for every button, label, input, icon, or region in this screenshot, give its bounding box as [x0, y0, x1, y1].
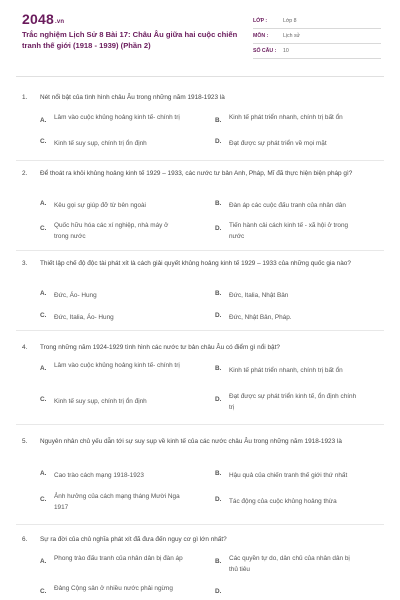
option-letter: C. — [40, 225, 47, 232]
option-letter: D. — [215, 312, 222, 319]
question-separator — [16, 524, 384, 525]
option-text: Lâm vào cuộc khủng hoảng kinh tế- chính trị — [54, 362, 180, 369]
question-number: 2. — [22, 170, 28, 177]
option-text: Lâm vào cuộc khủng hoảng kinh tế- chính trị — [54, 114, 180, 121]
option-letter: A. — [40, 365, 47, 372]
option-text: Các quyền tự do, dân chủ của nhân dân bị thủ tiêu — [229, 555, 350, 573]
option-text: Tiến hành cải cách kinh tế - xã hội ở trong nước — [229, 222, 349, 240]
question-separator — [16, 250, 384, 251]
option-letter: C. — [40, 312, 47, 319]
meta-row-subject — [253, 29, 381, 44]
option-letter: A. — [40, 290, 47, 297]
option-text: Đức, Italia, Áo- Hung — [54, 314, 114, 321]
question-number: 6. — [22, 536, 28, 543]
question-separator — [16, 424, 384, 425]
meta-label: MÔN : — [253, 33, 269, 39]
page-title: Trắc nghiệm Lịch Sử 8 Bài 17: Châu Âu giữa hai cuộc chiến tranh thế giới (1918 - 1939) (Phần 2) — [22, 30, 238, 50]
option-letter: B. — [215, 290, 222, 297]
option-text: Đạt được sự phát triển về mọi mặt — [229, 140, 327, 147]
option-letter: C. — [40, 496, 47, 503]
question-separator — [16, 330, 384, 331]
option-letter: C. — [40, 588, 47, 595]
meta-row-class — [253, 14, 381, 29]
option-letter: C. — [40, 138, 47, 145]
option-letter: B. — [215, 200, 222, 207]
option-text: Tác động của cuộc khủng hoảng thừa — [229, 498, 337, 505]
option-text: Đức, Nhật Bản, Pháp. — [229, 314, 292, 321]
question-text: Nét nổi bật của tình hình châu Âu trong những năm 1918-1923 là — [40, 94, 225, 101]
option-text: Kinh tế suy sụp, chính trị ổn định — [54, 140, 147, 147]
question-number: 3. — [22, 260, 28, 267]
option-text: Phong trào đấu tranh của nhân dân bị đàn áp — [54, 555, 183, 562]
meta-label: SỐ CÂU : — [253, 48, 277, 54]
question-text: Thiết lập chế độ độc tài phát xít là cách giải quyết khủng hoảng kinh tế 1929 – 1933 của những quốc gia nào? — [40, 260, 351, 267]
meta-label: LỚP : — [253, 18, 268, 24]
option-text: Hậu quả của chiến tranh thế giới thứ nhất — [229, 472, 348, 479]
option-text: Cao trào cách mạng 1918-1923 — [54, 472, 144, 479]
question-text: Để thoát ra khỏi khủng hoảng kinh tế 1929 – 1933, các nước tư bản Anh, Pháp, Mĩ đã thực hiện biện pháp gì? — [40, 170, 353, 177]
option-text: Đạt được sự phát triển kinh tế, ổn định chính trị — [229, 393, 357, 411]
option-text: Kinh tế phát triển nhanh, chính trị bất ổn — [229, 367, 343, 374]
question-number: 1. — [22, 94, 28, 101]
option-letter: D. — [215, 396, 222, 403]
question-text: Trong những năm 1924-1929 tình hình các nước tư bản châu Âu có điểm gì nổi bật? — [40, 344, 280, 351]
question-separator — [16, 160, 384, 161]
option-letter: A. — [40, 558, 47, 565]
header-divider — [16, 76, 384, 77]
option-letter: B. — [215, 117, 222, 124]
option-letter: A. — [40, 200, 47, 207]
option-letter: A. — [40, 117, 47, 124]
option-text: Đức, Italia, Nhật Bản — [229, 292, 289, 299]
option-letter: B. — [215, 365, 222, 372]
option-text: Đức, Áo- Hung — [54, 292, 97, 299]
option-text: Đàn áp các cuộc đấu tranh của nhân dân — [229, 202, 346, 209]
option-text: Đảng Cộng sản ở nhiều nước phải ngừng — [54, 585, 173, 592]
option-text: Quốc hữu hóa các xí nghiệp, nhà máy ở trong nước — [54, 222, 169, 240]
question-number: 4. — [22, 344, 28, 351]
meta-value: Lịch sử — [283, 33, 301, 39]
meta-row-count — [253, 44, 381, 59]
option-letter: D. — [215, 138, 222, 145]
question-text: Nguyên nhân chủ yếu dẫn tới sự suy sụp về kinh tế của các nước châu Âu trong những năm 1918-1923 là — [40, 438, 342, 445]
question-text: Sự ra đời của chủ nghĩa phát xít đã đưa đến nguy cơ gì lớn nhất? — [40, 536, 227, 543]
option-text: Ảnh hưởng của cách mạng tháng Mười Nga 1917 — [54, 493, 180, 511]
option-letter: C. — [40, 396, 47, 403]
meta-value: Lớp 8 — [283, 18, 297, 24]
option-text: Kinh tế phát triển nhanh, chính trị bất ổn — [229, 114, 343, 121]
meta-value: 10 — [283, 48, 289, 54]
option-letter: A. — [40, 470, 47, 477]
page-header — [0, 0, 400, 62]
option-text: Kinh tế suy sụp, chính trị ổn định — [54, 398, 147, 405]
question-number: 5. — [22, 438, 28, 445]
option-text: Kêu gọi sự giúp đỡ từ bên ngoài — [54, 202, 146, 209]
logo-suffix: .vn — [54, 19, 65, 25]
option-letter: D. — [215, 496, 222, 503]
option-letter: D. — [215, 588, 222, 595]
site-logo[interactable]: 2048.vn — [22, 11, 65, 27]
option-letter: D. — [215, 225, 222, 232]
option-letter: B. — [215, 470, 222, 477]
option-letter: B. — [215, 558, 222, 565]
quiz-meta — [253, 14, 381, 59]
